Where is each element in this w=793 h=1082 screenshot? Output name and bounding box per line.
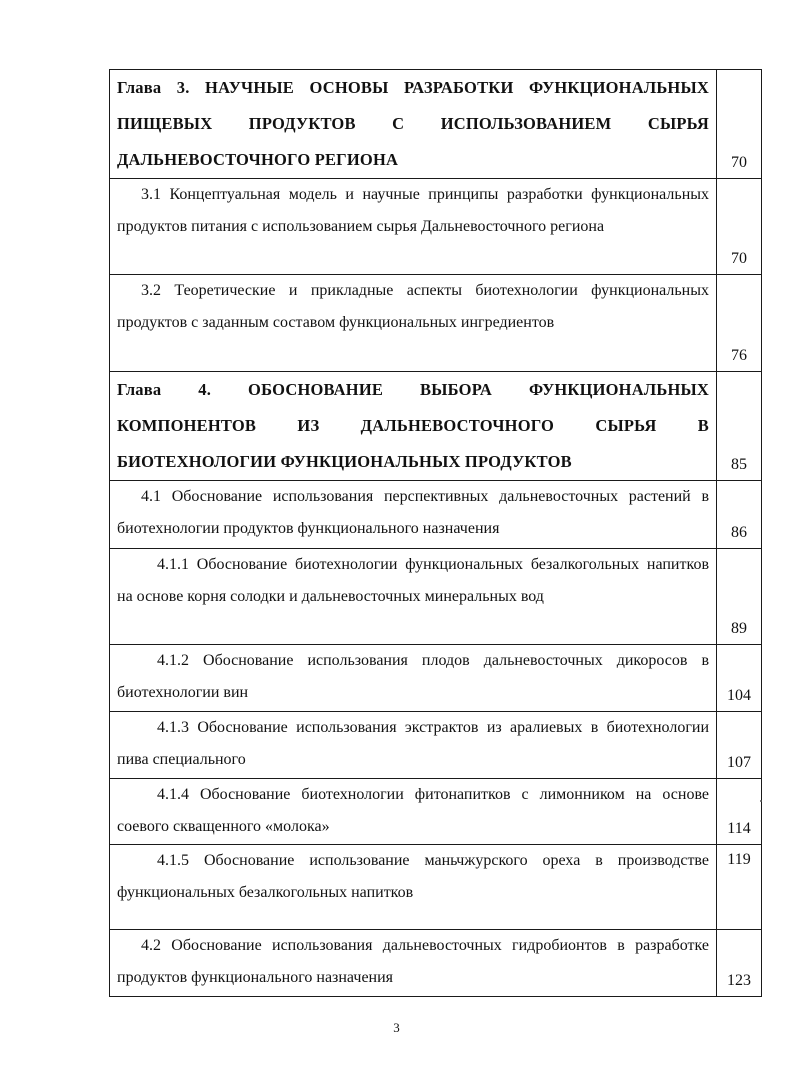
toc-page-number: 70 — [731, 154, 747, 171]
toc-entry-cell — [110, 179, 717, 275]
toc-page-cell — [717, 481, 762, 549]
toc-entry-cell — [110, 481, 717, 549]
toc-page-cell — [717, 712, 762, 779]
toc-entry-cell — [110, 779, 717, 845]
toc-page-number: 119 — [727, 851, 751, 868]
toc-page-cell — [717, 779, 762, 845]
toc-row-chapter-3 — [110, 70, 762, 179]
toc-entry-title: 4.1.2 Обоснование использования плодов дальневосточных дикоросов в биотехнологии вин — [117, 652, 709, 701]
toc-page-number: 107 — [727, 754, 751, 771]
toc-page-number: 85 — [731, 456, 747, 473]
toc-row-4-1-1 — [110, 549, 762, 645]
toc-page-cell — [717, 930, 762, 997]
toc-entry-title: 4.1.4 Обоснование биотехнологии фитонапитков с лимонником на основе соевого скващенного «молока» — [117, 786, 709, 835]
toc-page-cell — [717, 70, 762, 179]
toc-entry-title: 4.1.5 Обоснование использование маньчжурского ореха в производстве функциональных безалкогольных напитков — [117, 852, 709, 901]
toc-row-4-1 — [110, 481, 762, 549]
toc-row-chapter-4 — [110, 372, 762, 481]
toc-page-number: 104 — [727, 687, 751, 704]
toc-entry-title: 3.1 Концептуальная модель и научные принципы разработки функциональных продуктов питания с использованием сырья Дальневосточного региона — [117, 186, 709, 235]
toc-page-number: 114 — [727, 820, 751, 837]
toc-entry-title: 4.1.3 Обоснование использования экстрактов из аралиевых в биотехнологии пива специального — [117, 719, 709, 768]
toc-page-number: 76 — [731, 347, 747, 364]
toc-entry-cell — [110, 275, 717, 372]
toc-entry-title: 4.1 Обоснование использования перспективных дальневосточных растений в биотехнологии продуктов функционального назначения — [117, 488, 709, 537]
toc-entry-title: 3.2 Теоретические и прикладные аспекты биотехнологии функциональных продуктов с заданным составом функциональных ингредиентов — [117, 282, 709, 331]
toc-page-cell — [717, 372, 762, 481]
toc-page-cell — [717, 645, 762, 712]
toc-row-3-2 — [110, 275, 762, 372]
toc-row-4-1-4 — [110, 779, 762, 845]
toc-row-4-1-3 — [110, 712, 762, 779]
toc-row-4-1-5 — [110, 845, 762, 930]
page-number: 3 — [393, 1020, 400, 1035]
toc-row-4-1-2 — [110, 645, 762, 712]
toc-entry-cell — [110, 549, 717, 645]
toc-entry-cell — [110, 70, 717, 179]
toc-page-number: 86 — [731, 524, 747, 541]
toc-page-cell — [717, 179, 762, 275]
toc-entry-title: 4.2 Обоснование использования дальневосточных гидробионтов в разработке продуктов функционального назначения — [117, 937, 709, 986]
table-of-contents — [109, 69, 762, 997]
toc-entry-cell — [110, 930, 717, 997]
toc-entry-title: Глава 3. НАУЧНЫЕ ОСНОВЫ РАЗРАБОТКИ ФУНКЦИОНАЛЬНЫХ ПИЩЕВЫХ ПРОДУКТОВ С ИСПОЛЬЗОВАНИЕМ СЫРЬЯ ДАЛЬНЕВОСТОЧНОГО РЕГИОНА — [117, 78, 709, 169]
toc-entry-cell — [110, 645, 717, 712]
toc-page-cell — [717, 845, 762, 930]
toc-entry-cell — [110, 845, 717, 930]
toc-entry-title: 4.1.1 Обоснование биотехнологии функциональных безалкогольных напитков на основе корня солодки и дальневосточных минеральных вод — [117, 556, 709, 605]
toc-page-number: 70 — [731, 250, 747, 267]
margin-speck — [760, 800, 762, 802]
toc-row-4-2 — [110, 930, 762, 997]
toc-page-number: 123 — [727, 972, 751, 989]
toc-page-number: 89 — [731, 620, 747, 637]
toc-entry-cell — [110, 372, 717, 481]
toc-entry-cell — [110, 712, 717, 779]
toc-page-cell — [717, 549, 762, 645]
toc-row-3-1 — [110, 179, 762, 275]
toc-entry-title: Глава 4. ОБОСНОВАНИЕ ВЫБОРА ФУНКЦИОНАЛЬНЫХ КОМПОНЕНТОВ ИЗ ДАЛЬНЕВОСТОЧНОГО СЫРЬЯ В БИОТЕХНОЛОГИИ ФУНКЦИОНАЛЬНЫХ ПРОДУКТОВ — [117, 380, 709, 471]
toc-page-cell — [717, 275, 762, 372]
